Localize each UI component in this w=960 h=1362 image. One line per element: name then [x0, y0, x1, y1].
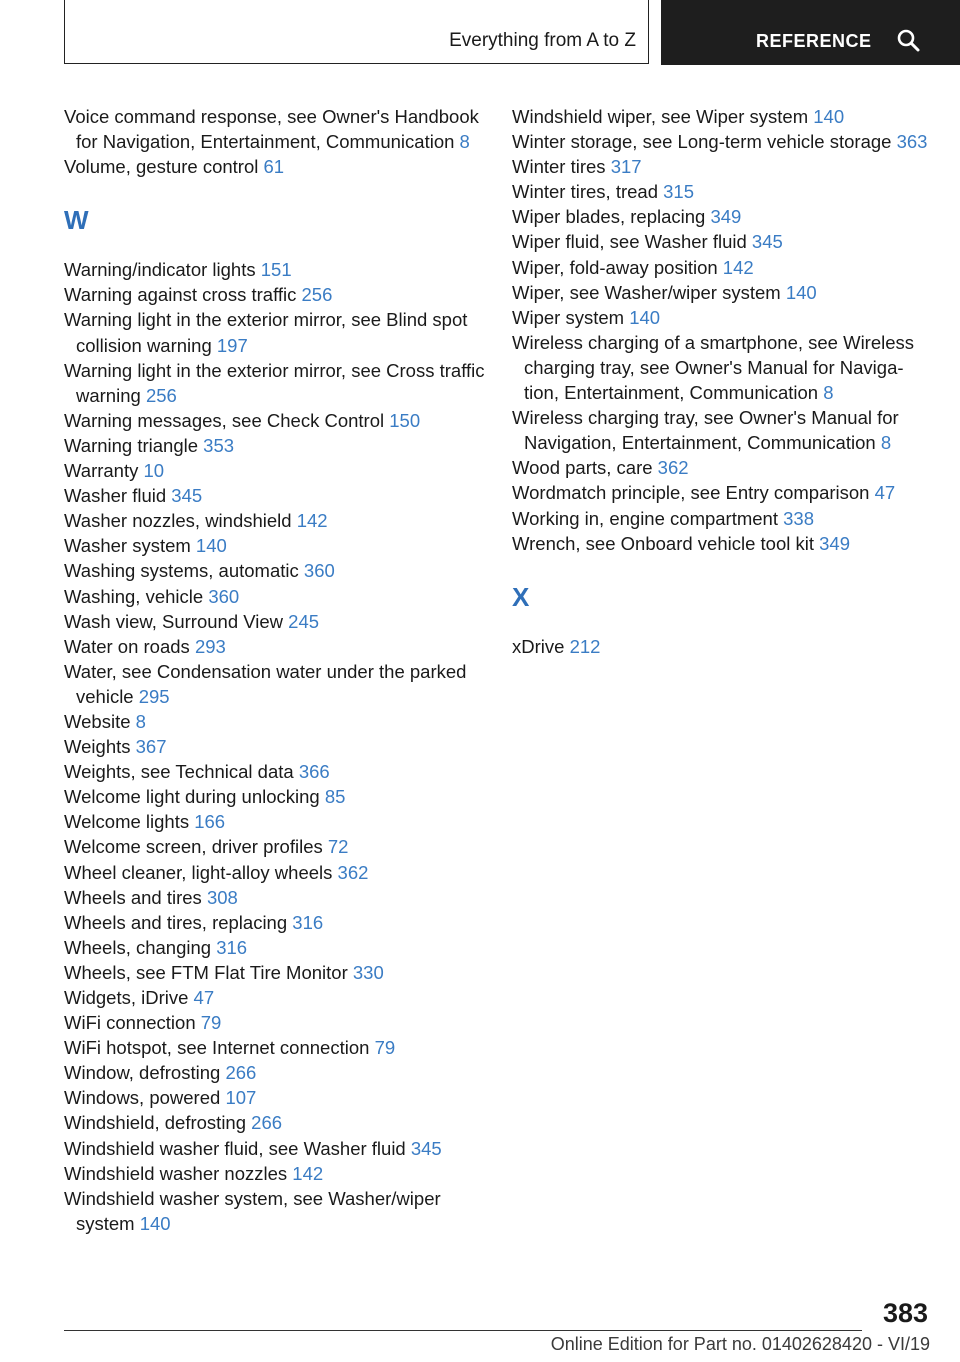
- entry-text: Washer nozzles, windshield: [64, 510, 292, 532]
- index-entry: [64, 1186, 489, 1236]
- entry-text: Voice command response, see Owner's Handbook for Navigation, Entertainment, Communication: [64, 106, 479, 153]
- page-reference-link[interactable]: 140: [785, 281, 817, 303]
- index-entry: [64, 508, 489, 533]
- index-entry: [64, 558, 489, 583]
- page-reference-link[interactable]: 345: [171, 485, 203, 507]
- entry-text: Warning/indicator lights: [64, 259, 256, 281]
- page-reference-link[interactable]: 142: [296, 510, 328, 532]
- page-reference-link[interactable]: 150: [389, 409, 421, 431]
- page-reference-link[interactable]: 349: [819, 532, 850, 554]
- page-reference-link[interactable]: 345: [410, 1137, 442, 1159]
- entry-text: xDrive: [512, 635, 565, 657]
- index-entry: [64, 307, 489, 357]
- footer-rule: [64, 1330, 862, 1331]
- index-entry: [64, 154, 489, 179]
- page-number: 383: [882, 1298, 928, 1328]
- entry-text: Volume, gesture control: [64, 156, 259, 178]
- page-reference-link[interactable]: 308: [206, 886, 238, 908]
- index-entry: [512, 305, 932, 330]
- page-reference-link[interactable]: 245: [288, 610, 320, 632]
- entry-text: Warning light in the exterior mirror, see Cross traffic warning: [64, 359, 485, 406]
- page-reference-link[interactable]: 140: [139, 1212, 171, 1234]
- entry-text: Windshield washer fluid, see Washer fluid: [64, 1137, 406, 1159]
- page-reference-link[interactable]: 47: [193, 987, 215, 1008]
- index-entry: [64, 634, 489, 659]
- entry-text: Wrench, see Onboard vehicle tool kit: [512, 532, 814, 554]
- index-entry: [64, 659, 489, 709]
- index-entry: [64, 935, 489, 960]
- index-entry: [64, 104, 489, 154]
- entry-text: Welcome screen, driver profiles: [64, 836, 323, 858]
- index-entry: [512, 179, 932, 204]
- page-reference-link[interactable]: 107: [225, 1087, 257, 1109]
- section-title: Everything from A to Z: [449, 30, 636, 51]
- entry-text: Wiper, fold-away position: [512, 256, 718, 278]
- page-reference-link[interactable]: 166: [194, 811, 226, 833]
- right-column: [512, 104, 932, 659]
- entry-text: Wireless charging tray, see Owner's Manual for Navigation, Entertainment, Communication: [512, 407, 899, 454]
- page-reference-link[interactable]: 142: [722, 256, 754, 278]
- entry-text: Winter storage, see Long-term vehicle storage: [512, 131, 892, 153]
- page-reference-link[interactable]: 362: [337, 861, 369, 883]
- page-reference-link[interactable]: 151: [260, 259, 292, 281]
- page-reference-link[interactable]: 293: [194, 635, 226, 657]
- entry-text: Windshield, defrosting: [64, 1112, 247, 1134]
- index-entry: [512, 455, 932, 480]
- page-reference-link[interactable]: 140: [195, 535, 227, 557]
- search-icon[interactable]: [896, 28, 922, 54]
- entry-text: Wiper blades, replacing: [512, 206, 706, 228]
- index-entry: [512, 405, 932, 455]
- entry-text: Weights, see Technical data: [64, 761, 294, 783]
- entry-text: Windshield washer system, see Washer/wiper system: [64, 1187, 441, 1234]
- index-entry: [512, 255, 932, 280]
- index-entry: [64, 483, 489, 508]
- index-entry: [64, 458, 489, 483]
- entry-text: Water, see Condensation water under the parked vehicle: [64, 660, 467, 707]
- right-entries-after: [512, 634, 932, 659]
- index-entry: [64, 584, 489, 609]
- page-reference-link[interactable]: 345: [751, 231, 783, 253]
- entry-text: Working in, engine compartment: [512, 507, 778, 529]
- page-reference-link[interactable]: 85: [324, 786, 346, 808]
- page-reference-link[interactable]: 353: [203, 434, 235, 456]
- page-reference-link[interactable]: 256: [145, 384, 177, 406]
- entry-text: Wheel cleaner, light-alloy wheels: [64, 861, 333, 883]
- page-reference-link[interactable]: 367: [135, 736, 167, 758]
- section-letter-x: X: [512, 581, 530, 612]
- page-reference-link[interactable]: 79: [374, 1037, 396, 1059]
- index-entry: [64, 257, 489, 282]
- entry-text: Wheels and tires: [64, 886, 202, 908]
- page-reference-link[interactable]: 47: [874, 482, 896, 504]
- index-entry: [64, 860, 489, 885]
- page-reference-link[interactable]: 197: [216, 334, 248, 356]
- index-entry: [64, 759, 489, 784]
- index-entry: [64, 784, 489, 809]
- entry-text: Wheels, see FTM Flat Tire Monitor: [64, 961, 348, 983]
- index-entry: [64, 885, 489, 910]
- index-entry: [512, 154, 932, 179]
- entry-text: Warning against cross traffic: [64, 284, 297, 306]
- page-reference-link[interactable]: 315: [663, 181, 695, 203]
- index-entry: [64, 709, 489, 734]
- entry-text: Winter tires: [512, 156, 606, 178]
- index-entry: [64, 1110, 489, 1135]
- entry-text: Warning messages, see Check Control: [64, 409, 385, 431]
- entry-text: Washer fluid: [64, 485, 167, 507]
- entry-text: WiFi hotspot, see Internet connection: [64, 1037, 370, 1059]
- entry-text: Wiper system: [512, 306, 625, 328]
- page-reference-link[interactable]: 212: [569, 635, 601, 657]
- index-entry: [64, 1010, 489, 1035]
- entry-text: Weights: [64, 736, 131, 758]
- footer-edition: Online Edition for Part no. 01402628420 - VI/19: [550, 1334, 930, 1354]
- index-entry: [64, 809, 489, 834]
- index-entry: [64, 734, 489, 759]
- page-reference-link[interactable]: 140: [813, 106, 845, 127]
- index-entry: [512, 104, 932, 129]
- index-entry: [64, 533, 489, 558]
- page-reference-link[interactable]: 316: [292, 911, 324, 933]
- index-entry: [64, 408, 489, 433]
- page-reference-link[interactable]: 338: [783, 507, 814, 529]
- entry-text: Water on roads: [64, 635, 190, 657]
- page-reference-link[interactable]: 266: [251, 1112, 283, 1134]
- entry-text: Windshield wiper, see Wiper system: [512, 106, 809, 127]
- page-reference-link[interactable]: 266: [225, 1062, 257, 1084]
- page-reference-link[interactable]: 142: [292, 1162, 324, 1184]
- entry-text: Windshield washer nozzles: [64, 1162, 288, 1184]
- entry-text: Website: [64, 710, 131, 732]
- page-reference-link[interactable]: 8: [823, 382, 834, 404]
- entry-text: Widgets, iDrive: [64, 987, 189, 1008]
- entry-text: Wash view, Surround View: [64, 610, 284, 632]
- index-entry: [512, 531, 932, 556]
- section-letter-w: W: [64, 205, 89, 236]
- page-reference-link[interactable]: 316: [216, 936, 248, 958]
- index-entry: [64, 1035, 489, 1060]
- index-entry: [512, 129, 932, 154]
- index-entry: [64, 1136, 489, 1161]
- reference-tab[interactable]: [661, 0, 960, 65]
- entry-text: WiFi connection: [64, 1012, 196, 1034]
- entry-text: Welcome light during unlocking: [64, 786, 320, 808]
- index-entry: [64, 282, 489, 307]
- index-entry: [512, 330, 932, 405]
- index-entry: [512, 280, 932, 305]
- index-entry: [64, 1085, 489, 1110]
- index-entry: [512, 634, 932, 659]
- header-section-box: [64, 0, 649, 64]
- entry-text: Warning triangle: [64, 434, 199, 456]
- entry-text: Wireless charging of a smartphone, see Wireless charging tray, see Owner's Manual for Navigation, Entertainment, Communication: [512, 331, 915, 404]
- entry-text: Washing, vehicle: [64, 585, 204, 607]
- entry-text: Washing systems, automatic: [64, 560, 299, 582]
- index-entry: [64, 358, 489, 408]
- page-reference-link[interactable]: 360: [303, 560, 335, 582]
- entry-text: Wood parts, care: [512, 457, 653, 479]
- index-entry: [512, 204, 932, 229]
- entry-text: Winter tires, tread: [512, 181, 658, 203]
- page-reference-link[interactable]: 140: [629, 306, 661, 328]
- page-reference-link[interactable]: 363: [896, 131, 928, 153]
- page-reference-link[interactable]: 79: [200, 1012, 222, 1034]
- page-reference-link[interactable]: 360: [208, 585, 240, 607]
- index-entry: [64, 960, 489, 985]
- entry-text: Wheels and tires, replacing: [64, 911, 288, 933]
- entry-text: Wheels, changing: [64, 936, 212, 958]
- entry-text: Wiper fluid, see Washer fluid: [512, 231, 747, 253]
- index-entry: [64, 433, 489, 458]
- index-entry: [512, 229, 932, 254]
- page-reference-link[interactable]: 362: [657, 457, 689, 479]
- page-reference-link[interactable]: 295: [138, 685, 170, 707]
- entry-text: Warning light in the exterior mirror, see Blind spot collision warning: [64, 309, 468, 356]
- entry-text: Window, defrosting: [64, 1062, 221, 1084]
- entry-text: Welcome lights: [64, 811, 190, 833]
- entry-text: Warranty: [64, 460, 139, 482]
- index-entry: [512, 506, 932, 531]
- right-entries: [512, 104, 932, 556]
- left-column: [64, 104, 489, 1236]
- index-entry: [64, 834, 489, 859]
- page-reference-link[interactable]: 330: [352, 961, 384, 983]
- index-entry: [512, 480, 932, 505]
- reference-tab-label: REFERENCE: [756, 31, 872, 51]
- page-reference-link[interactable]: 8: [459, 131, 470, 153]
- page-reference-link[interactable]: 349: [710, 206, 742, 228]
- page-reference-link[interactable]: 61: [263, 156, 285, 178]
- page-reference-link[interactable]: 8: [880, 432, 892, 454]
- index-entry: [64, 1161, 489, 1186]
- index-entry: [64, 609, 489, 634]
- entry-text: Windows, powered: [64, 1087, 221, 1109]
- index-entry: [64, 1060, 489, 1085]
- page-reference-link[interactable]: 10: [143, 460, 165, 482]
- index-entry: [64, 985, 489, 1010]
- left-entries: [64, 257, 489, 1236]
- left-entries-top: [64, 104, 489, 179]
- page-reference-link[interactable]: 256: [301, 284, 333, 306]
- entry-text: Wiper, see Washer/wiper system: [512, 281, 781, 303]
- page-reference-link[interactable]: 366: [298, 761, 330, 783]
- entry-text: Wordmatch principle, see Entry comparison: [512, 482, 870, 504]
- index-entry: [64, 910, 489, 935]
- page-reference-link[interactable]: 8: [135, 710, 146, 732]
- entry-text: Washer system: [64, 535, 191, 557]
- page-reference-link[interactable]: 72: [327, 836, 349, 858]
- page-reference-link[interactable]: 317: [610, 156, 642, 178]
